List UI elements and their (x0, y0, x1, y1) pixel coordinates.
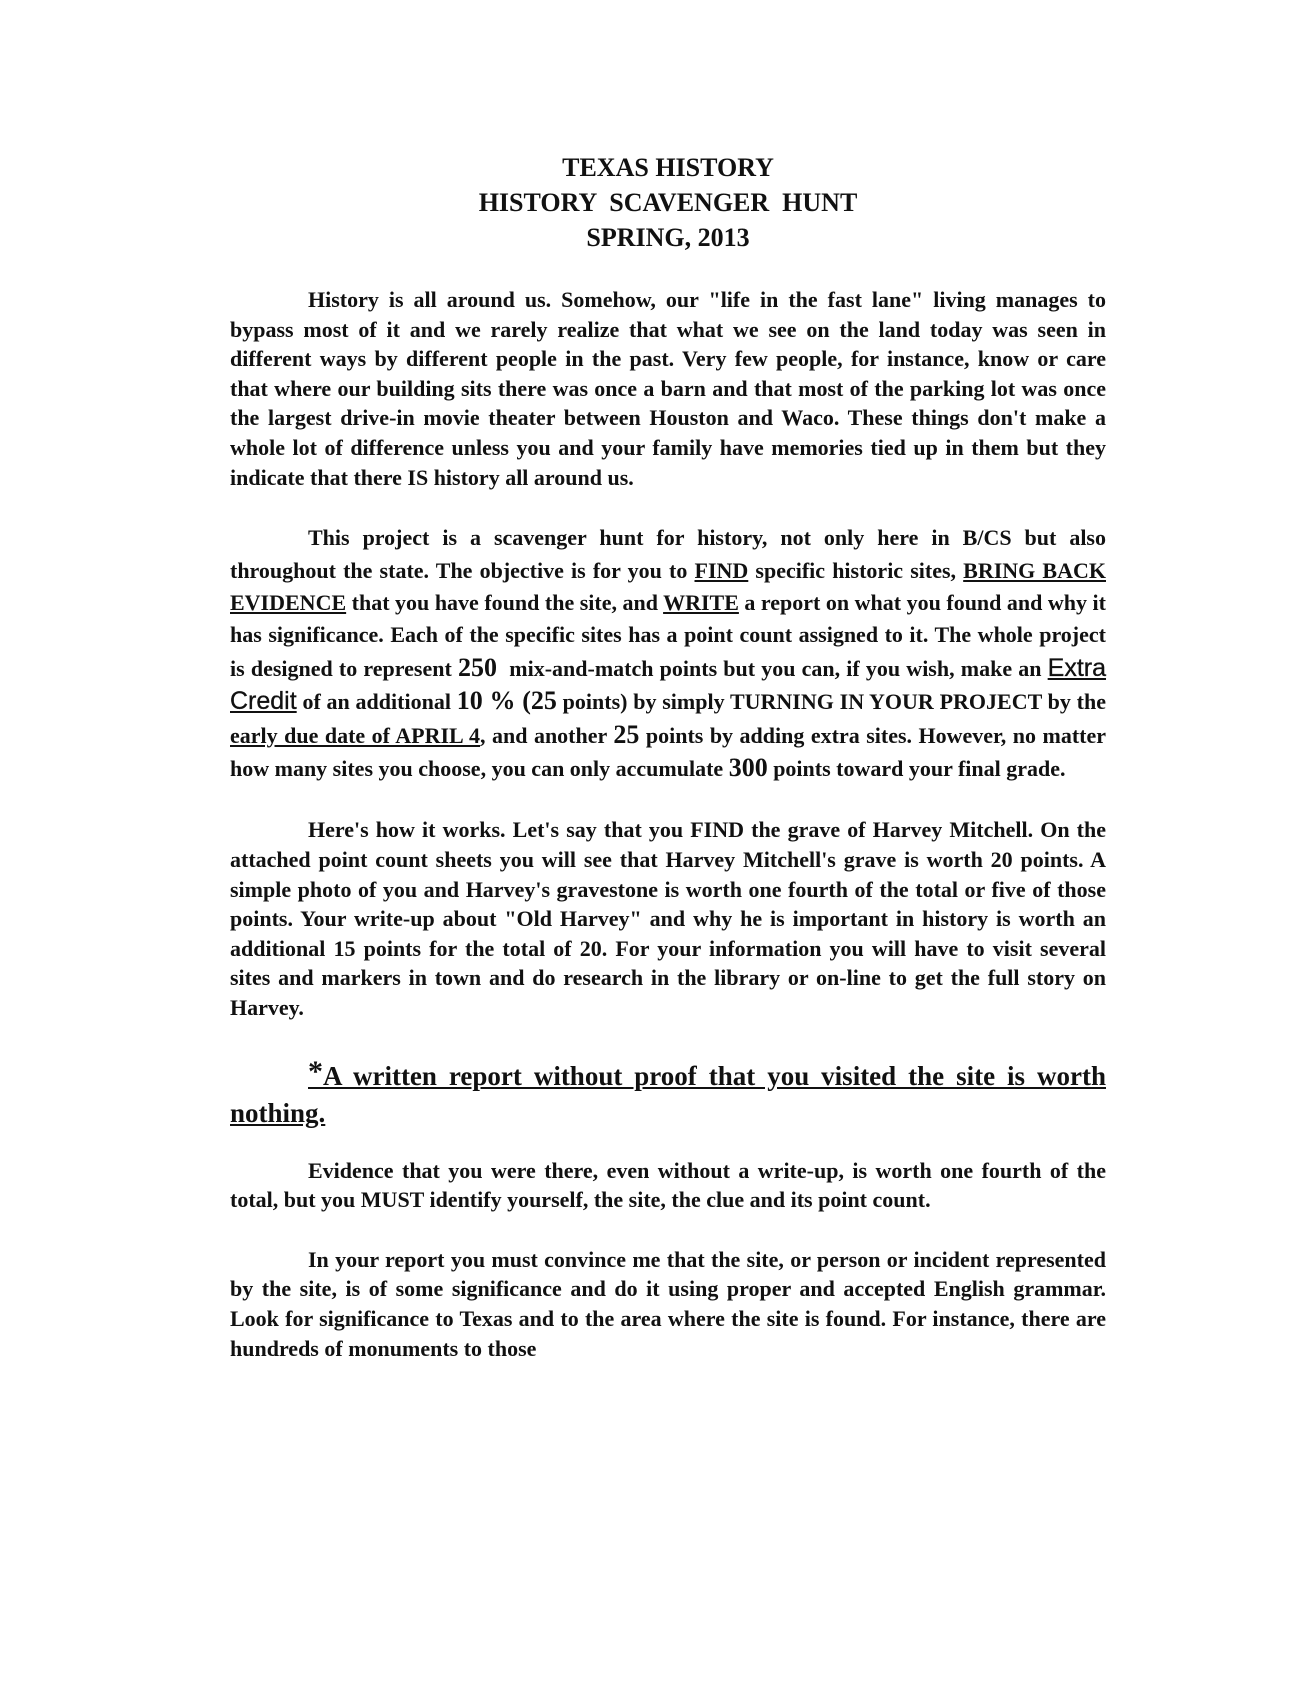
intro-paragraph: History is all around us. Somehow, our "life in the fast lane" living manages to bypass most of it and we rarely realize that what we see on the land today was seen in different ways by different people in the past. Very few people, for instance, know or care that where our building sits there was once a barn and that most of the parking lot was once the largest drive-in movie theater between Houston and Waco. These things don't make a whole lot of difference unless you and your family have memories tied up in them but they indicate that there IS history all around us. (230, 287, 1106, 490)
report-paragraph: In your report you must convince me that the site, or person or incident represented by the site, is of some significance and do it using proper and accepted English grammar. Look for significance to Texas and to the area where the site is found. For instance, there are hundreds of monuments to those (230, 1246, 1106, 1361)
extra-credit-emphasis: Extra Credit (230, 653, 1107, 716)
objective-text-1: This project is a scavenger hunt for history, not only here in B/CS but also throughout the state. The objective is for you to (230, 525, 1106, 583)
objective-text-10: points toward your final grade. (767, 756, 1066, 781)
proof-warning (230, 1053, 1106, 1132)
objective-text-7: points) by simply TURNING IN YOUR PROJECT by the (556, 689, 1106, 715)
objective-paragraph (230, 522, 1106, 785)
objective-text-5: mix-and-match points but you can, if you wish, make an (496, 655, 1048, 681)
title-line-project: HISTORY SCAVENGER HUNT (478, 188, 858, 217)
warning-asterisk: * (308, 1054, 323, 1088)
early-due-date-emphasis: early due date of APRIL 4 (230, 722, 480, 748)
example-paragraph: Here's how it works. Let's say that you FIND the grave of Harvey Mitchell. On the attached point count sheets you will see that Harvey Mitchell's grave is worth 20 points. A simple photo of you and Harvey's gravestone is worth one fourth of the total or five of those points. Your write-up about "Old Harvey" and why he is important in history is worth an additional 15 points for the total of 20. For your information you will have to visit several sites and markers in town and do research in the library or on-line to get the full story on Harvey. (230, 817, 1106, 1020)
title-line-term: SPRING, 2013 (586, 223, 750, 252)
evidence-paragraph: Evidence that you were there, even without a write-up, is worth one fourth of the total, but you MUST identify yourself, the site, the clue and its point count. (230, 1157, 1106, 1213)
objective-text-8: , and another (480, 722, 614, 748)
extra-sites-points-value: 25 (613, 719, 640, 749)
objective-text-6: of an additional (296, 689, 457, 715)
warning-text: A written report without proof that you visited the site is worth nothing. (230, 1060, 1106, 1128)
extra-credit-percent: 10 % (25 (456, 686, 557, 716)
objective-text-9: points by adding extra sites. However, no matter how many sites you choose, you can only accumulate (230, 722, 1106, 781)
max-points-value: 300 (728, 753, 768, 782)
write-emphasis: WRITE (663, 589, 739, 615)
objective-text-4: a report on what you found and why it has significance. Each of the specific sites has a point count assigned to it. The whole project is designed to represent (230, 589, 1106, 681)
total-points-value: 250 (457, 652, 497, 682)
document-page (230, 150, 1106, 1393)
objective-text-3: that you have found the site, and (346, 589, 664, 615)
find-emphasis: FIND (694, 557, 749, 583)
document-title (230, 150, 1106, 255)
objective-text-2: specific historic sites, (748, 557, 964, 583)
bring-back-evidence-emphasis: BRING BACK EVIDENCE (230, 557, 1106, 615)
title-line-course: TEXAS HISTORY (562, 153, 774, 182)
